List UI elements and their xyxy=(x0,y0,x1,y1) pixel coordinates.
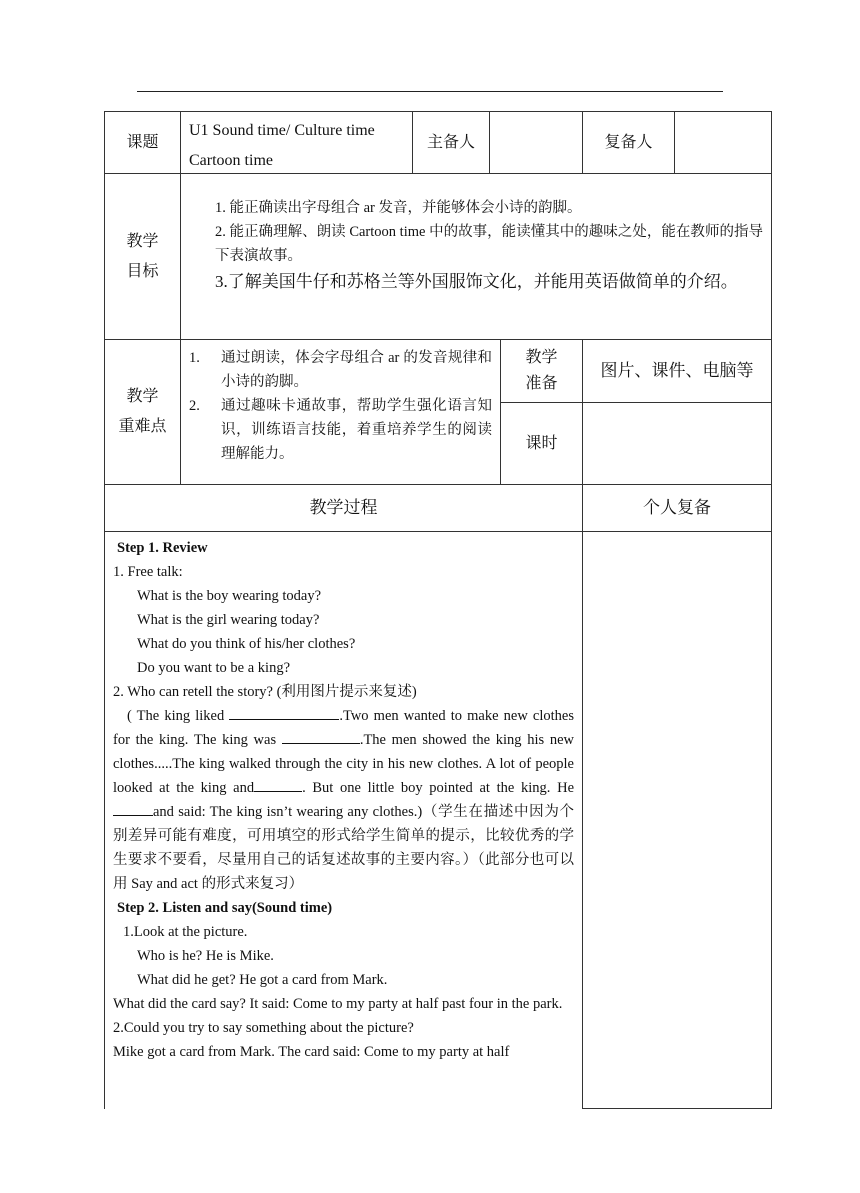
objective-item-3: 3.了解美国牛仔和苏格兰等外国服饰文化，并能用英语做简单的介绍。 xyxy=(215,272,738,291)
story-part-a: ( The king liked xyxy=(127,708,230,724)
who-question: Who is he? He is Mike. xyxy=(137,948,274,964)
difficulties-content-cell xyxy=(180,339,501,485)
process-content-cell xyxy=(104,531,583,1109)
prep-value-cell xyxy=(582,339,772,403)
co-preparer-label-cell xyxy=(582,111,675,174)
topic-label: 课题 xyxy=(126,133,159,151)
try-say-prompt: 2.Could you try to say something about the picture? xyxy=(113,1020,414,1036)
story-paragraph xyxy=(113,704,574,896)
topic-line-1: U1 Sound time/ Culture time xyxy=(189,122,375,139)
objectives-label-cell xyxy=(104,173,181,340)
objectives-label-1: 教学 xyxy=(126,232,159,250)
co-preparer-value-cell xyxy=(674,111,772,174)
objective-item-2: 2. 能正确理解、朗读 Cartoon time 中的故事，能读懂其中的趣味之处，能在教师的指导下表演故事。 xyxy=(215,224,763,264)
story-blank-2 xyxy=(282,729,360,744)
difficulty-item-1 xyxy=(189,346,492,394)
lesson-plan-table xyxy=(104,111,772,1109)
question-2: What is the girl wearing today? xyxy=(137,612,320,628)
main-preparer-label: 主备人 xyxy=(426,133,475,151)
objectives-content-cell xyxy=(180,173,772,340)
difficulties-label-1: 教学 xyxy=(126,388,159,405)
process-header: 教学过程 xyxy=(309,498,378,517)
prep-label-cell xyxy=(500,339,583,403)
co-preparer-label: 复备人 xyxy=(604,133,653,151)
topic-line-2: Cartoon time xyxy=(189,152,273,169)
prep-label-1: 教学 xyxy=(525,349,558,366)
objectives-label-2: 目标 xyxy=(126,262,159,280)
main-preparer-label-cell xyxy=(412,111,490,174)
question-1: What is the boy wearing today? xyxy=(137,588,322,604)
story-note: （学生在描述中因为个别差异可能有难度，可用填空的形式给学生简单的提示，比较优秀的学生要求不要看，尽量用自己的话复述故事的主要内容。）（此部分也可以用 Say and act 的形式来复习） xyxy=(113,804,575,892)
retell-prompt: 2. Who can retell the story? (利用图片提示来复述) xyxy=(113,684,417,700)
difficulties-label-cell xyxy=(104,339,181,485)
topic-label-cell xyxy=(104,111,181,174)
period-label: 课时 xyxy=(525,434,558,452)
story-blank-3 xyxy=(254,777,302,792)
period-label-cell xyxy=(500,402,583,485)
topic-value-cell xyxy=(180,111,413,174)
difficulty-text-2: 通过趣味卡通故事，帮助学生强化语言知识，训练语言技能，着重培养学生的阅读理解能力。 xyxy=(221,398,492,462)
difficulty-text-1: 通过朗读，体会字母组合 ar 的发音规律和小诗的韵脚。 xyxy=(221,350,492,390)
prep-label-2: 准备 xyxy=(525,375,558,392)
difficulty-num-2: 2. xyxy=(189,398,200,414)
period-value-cell xyxy=(582,402,772,485)
card-say-question: What did the card say? It said: Come to my party at half past four in the park. xyxy=(113,996,563,1012)
story-part-e: and said: The king isn’t wearing any clothes.) xyxy=(153,804,423,820)
story-part-d: . But one little boy pointed at the king. He xyxy=(302,780,575,796)
free-talk: 1. Free talk: xyxy=(113,564,183,580)
what-get-question: What did he get? He got a card from Mark. xyxy=(137,972,388,988)
objective-item-1: 1. 能正确读出字母组合 ar 发音，并能够体会小诗的韵脚。 xyxy=(215,200,582,216)
question-4: Do you want to be a king? xyxy=(137,660,291,676)
main-preparer-value-cell xyxy=(489,111,583,174)
step1-title: Step 1. Review xyxy=(117,540,208,556)
difficulty-num-1: 1. xyxy=(189,350,200,366)
mike-line: Mike got a card from Mark. The card said: Come to my party at half xyxy=(113,1044,510,1060)
review-header-cell xyxy=(582,484,772,532)
process-header-cell xyxy=(104,484,583,532)
step2-title: Step 2. Listen and say(Sound time) xyxy=(117,900,333,916)
review-content-cell xyxy=(582,531,772,1109)
story-blank-1 xyxy=(229,705,339,720)
header-rule xyxy=(137,91,723,92)
story-part-b: .Two men wanted to make new clothes for the king. The king was xyxy=(113,708,574,748)
look-picture: 1.Look at the picture. xyxy=(123,924,248,940)
prep-value: 图片、课件、电脑等 xyxy=(600,361,754,380)
story-part-c: .The men showed the king his new clothes.....The king walked through the city in his new clothes. A lot of people looked at the king and xyxy=(113,732,574,796)
difficulties-label-2: 重难点 xyxy=(118,418,167,435)
story-blank-4 xyxy=(113,801,153,816)
process-text xyxy=(105,532,582,1064)
review-header: 个人复备 xyxy=(643,498,711,517)
difficulty-item-2 xyxy=(189,394,492,466)
question-3: What do you think of his/her clothes? xyxy=(137,636,356,652)
